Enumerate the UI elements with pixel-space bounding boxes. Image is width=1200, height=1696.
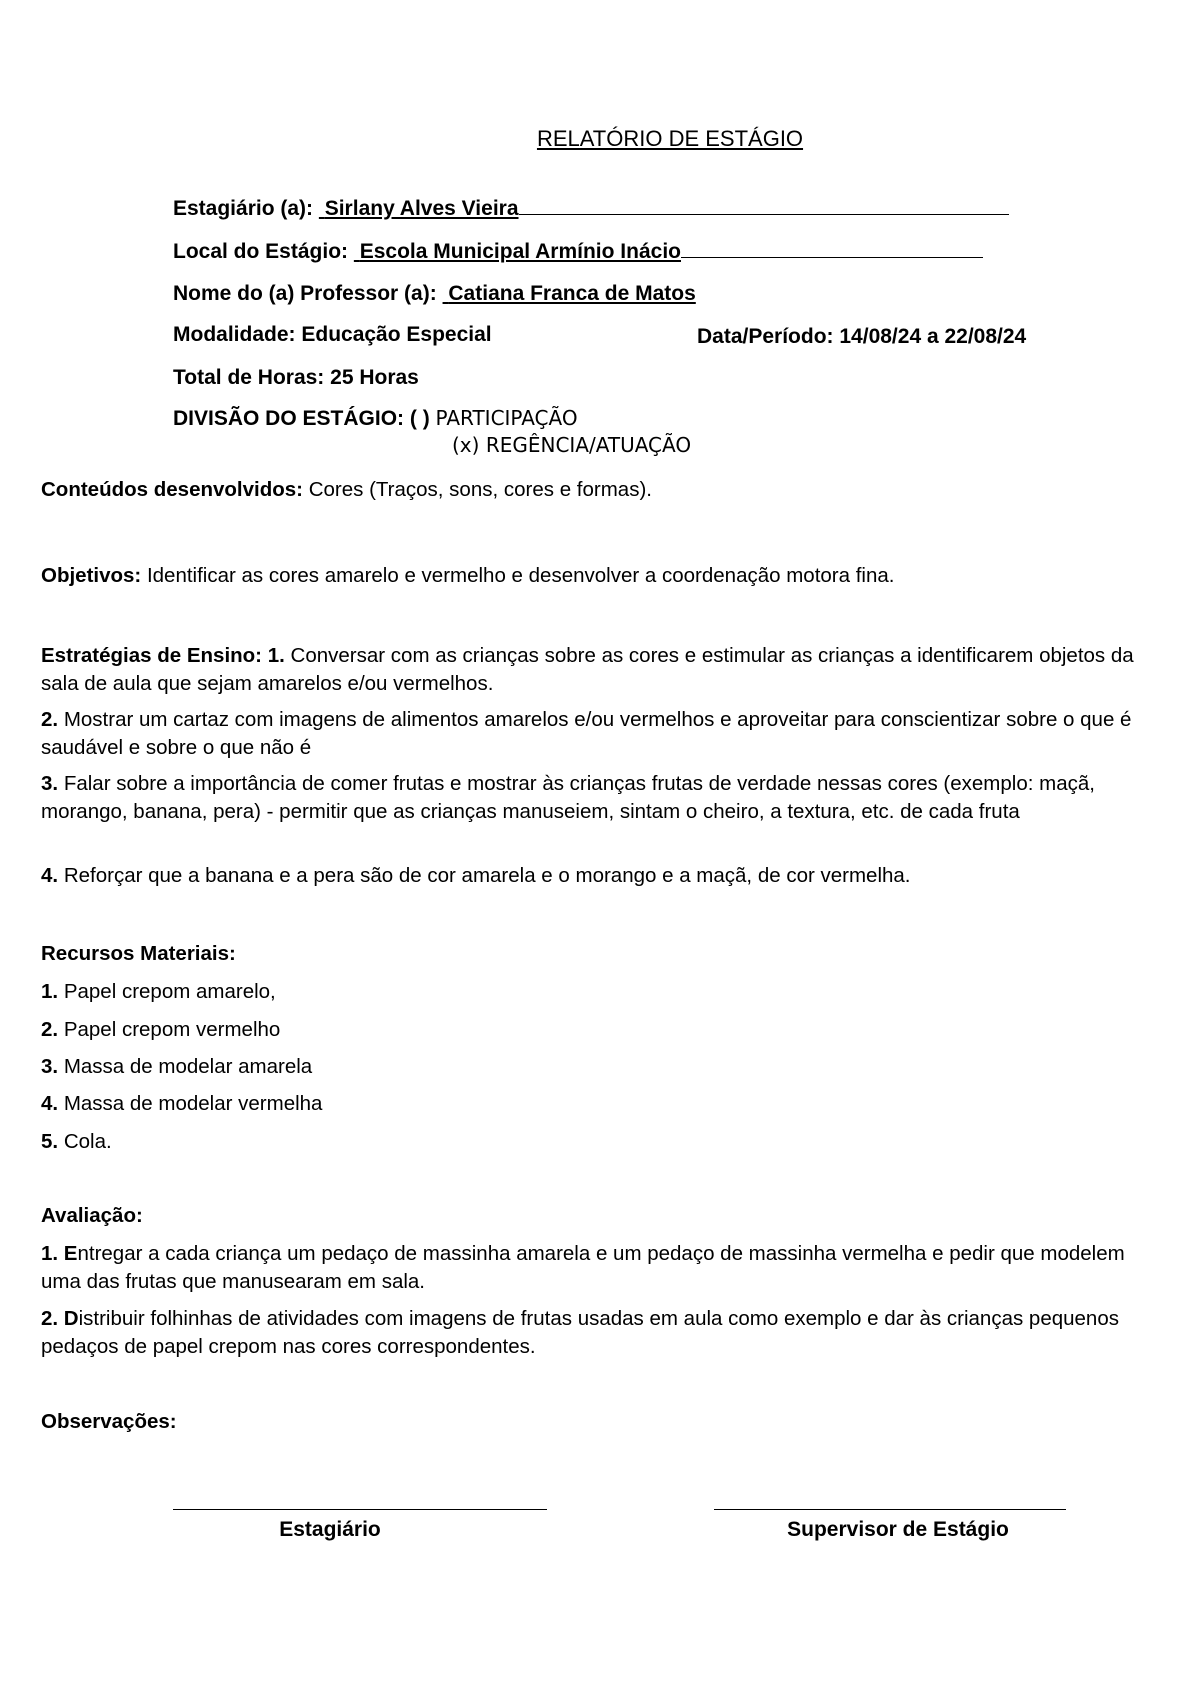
- recursos-text: Papel crepom amarelo,: [63, 980, 276, 1003]
- estrategias-num: 1.: [267, 644, 285, 667]
- estrategias-label: Estratégias de Ensino:: [41, 644, 263, 667]
- conteudos-text: Cores (Traços, sons, cores e formas).: [308, 478, 652, 501]
- conteudos-label: Conteúdos desenvolvidos:: [41, 478, 303, 501]
- divisao-option-participacao: PARTICIPAÇÃO: [435, 406, 578, 430]
- objetivos-section: [41, 562, 1151, 590]
- estrategias-item: [41, 642, 1151, 698]
- recursos-num: 5.: [41, 1130, 59, 1153]
- estrategias-num: 4.: [41, 864, 59, 887]
- signature-line-supervisor: [714, 1509, 1066, 1510]
- recursos-item: [41, 1016, 1151, 1044]
- avaliacao-text: istribuir folhinhas de atividades com imagens de frutas usadas em aula como exemplo e dar às crianças pequenos pedaços de papel crepom nas cores correspondentes.: [41, 1307, 1119, 1358]
- modalidade-label: Modalidade:: [173, 323, 296, 346]
- divisao-opt1-mark: ( ): [409, 407, 430, 430]
- modalidade-value: Educação Especial: [301, 323, 492, 346]
- local-fill-line: [681, 256, 983, 258]
- objetivos-text: Identificar as cores amarelo e vermelho e desenvolver a coordenação motora fina.: [146, 564, 895, 587]
- local-label: Local do Estágio:: [173, 240, 349, 263]
- estrategias-text: Falar sobre a importância de comer frutas e mostrar às crianças frutas de verdade nessas cores (exemplo: maçã, morango, banana, pera) - permitir que as crianças manuseiem, sintam o cheiro, a textura, etc. de cada fruta: [41, 772, 1095, 823]
- observacoes-section: [41, 1408, 1151, 1436]
- estrategias-text: Reforçar que a banana e a pera são de cor amarela e o morango e a maçã, de cor vermelha.: [63, 864, 911, 887]
- estrategias-item: [41, 770, 1151, 826]
- estrategias-text: Mostrar um cartaz com imagens de alimentos amarelos e/ou vermelhos e aproveitar para conscientizar sobre o que é saudável e sobre o que não é: [41, 708, 1132, 759]
- recursos-item: [41, 1053, 1151, 1081]
- estagiario-label: Estagiário (a):: [173, 197, 314, 220]
- avaliacao-text: ntregar a cada criança um pedaço de massinha amarela e um pedaço de massinha vermelha e pedir que modelem uma das frutas que manusearam em sala.: [41, 1242, 1125, 1293]
- recursos-num: 3.: [41, 1055, 59, 1078]
- data-row: [697, 325, 1026, 349]
- local-value: Escola Municipal Armínio Inácio: [359, 240, 681, 263]
- recursos-label: Recursos Materiais:: [41, 942, 236, 965]
- recursos-num: 2.: [41, 1018, 59, 1041]
- recursos-section: [41, 940, 1151, 968]
- data-label: Data/Período:: [697, 325, 834, 348]
- recursos-text: Papel crepom vermelho: [63, 1018, 281, 1041]
- estrategias-item: [41, 706, 1151, 762]
- divisao-option-regencia-row: [452, 433, 691, 457]
- estagiario-value: Sirlany Alves Vieira: [324, 197, 519, 220]
- recursos-text: Cola.: [63, 1130, 112, 1153]
- horas-value: 25 Horas: [330, 366, 419, 389]
- divisao-option-regencia: REGÊNCIA/ATUAÇÃO: [485, 433, 692, 457]
- conteudos-section: [41, 476, 1151, 504]
- divisao-opt2-mark: (x): [452, 433, 480, 457]
- recursos-text: Massa de modelar amarela: [63, 1055, 313, 1078]
- avaliacao-item: [41, 1305, 1151, 1361]
- observacoes-label: Observações:: [41, 1410, 177, 1433]
- recursos-item: [41, 1090, 1151, 1118]
- estrategias-num: 2.: [41, 708, 59, 731]
- professor-value: Catiana Franca de Matos: [448, 282, 696, 305]
- modalidade-row: [173, 323, 492, 347]
- recursos-num: 4.: [41, 1092, 59, 1115]
- local-row: [173, 240, 983, 264]
- objetivos-label: Objetivos:: [41, 564, 142, 587]
- estagiario-fill-line: [519, 213, 1009, 215]
- recursos-text: Massa de modelar vermelha: [63, 1092, 323, 1115]
- divisao-label: DIVISÃO DO ESTÁGIO:: [173, 407, 405, 430]
- recursos-num: 1.: [41, 980, 59, 1003]
- divisao-row: [173, 406, 578, 431]
- recursos-item: [41, 978, 1151, 1006]
- estagiario-row: [173, 197, 1009, 221]
- avaliacao-section: [41, 1202, 1151, 1230]
- estrategias-num: 3.: [41, 772, 59, 795]
- avaliacao-num: 1. E: [41, 1242, 78, 1265]
- data-value: 14/08/24 a 22/08/24: [839, 325, 1027, 348]
- signature-label-supervisor: Supervisor de Estágio: [787, 1518, 1009, 1541]
- estrategias-text: Conversar com as crianças sobre as cores e estimular as crianças a identificarem objetos da sala de aula que sejam amarelos e/ou vermelhos.: [41, 644, 1134, 695]
- professor-label: Nome do (a) Professor (a):: [173, 282, 437, 305]
- avaliacao-num: 2. D: [41, 1307, 79, 1330]
- professor-row: [173, 282, 696, 306]
- signature-line-estagiario: [173, 1509, 547, 1510]
- estrategias-item: [41, 862, 1151, 890]
- avaliacao-label: Avaliação:: [41, 1204, 143, 1227]
- avaliacao-item: [41, 1240, 1151, 1296]
- signature-label-estagiario: Estagiário: [279, 1518, 381, 1541]
- horas-row: [173, 366, 419, 390]
- page-title: RELATÓRIO DE ESTÁGIO: [536, 126, 804, 151]
- horas-label: Total de Horas:: [173, 366, 325, 389]
- recursos-item: [41, 1128, 1151, 1156]
